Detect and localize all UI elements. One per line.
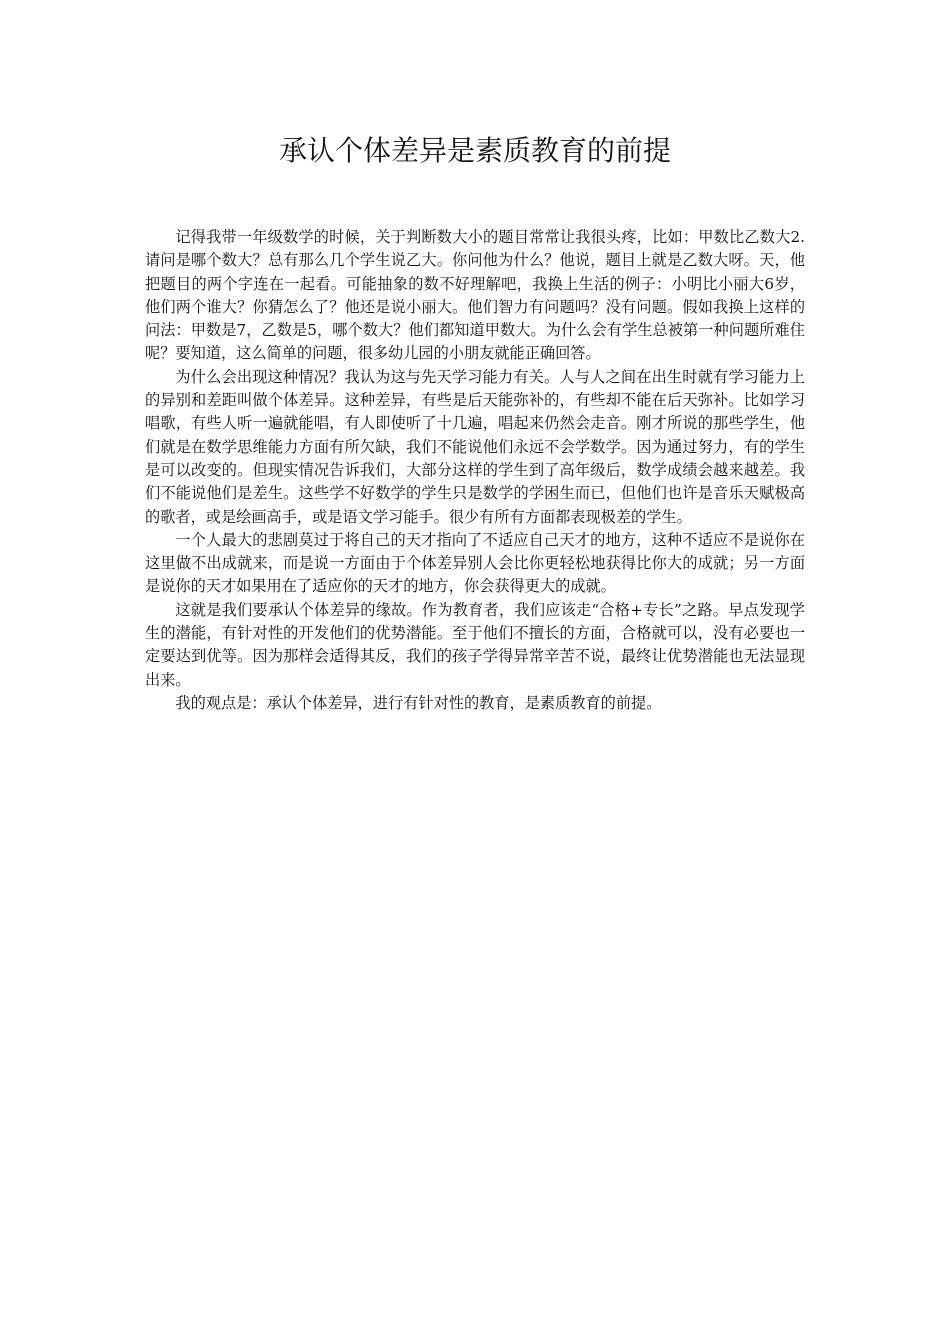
document-title: 承认个体差异是素质教育的前提 — [278, 134, 671, 167]
paragraph: 记得我带一年级数学的时候，关于判断数大小的题目常常让我很头疼，比如：甲数比乙数大2.请问是哪个数大？总有那么几个学生说乙大。你问他为什么？他说，题目上就是乙数大呀。天，他把题目的两个字连在一起看。可能抽象的数不好理解吧，我换上生活的例子：小明比小丽大6岁，他们两个谁大？你猜怎么了？他还是说小丽大。他们智力有问题吗？没有问题。假如我换上这样的问法：甲数是7，乙数是5，哪个数大？他们都知道甲数大。为什么会有学生总被第一种问题所难住呢？要知道，这么简单的问题，很多幼儿园的小朋友就能正确回答。 — [145, 228, 805, 363]
paragraph: 为什么会出现这种情况？我认为这与先天学习能力有关。人与人之间在出生时就有学习能力上的异别和差距叫做个体差异。这种差异，有些是后天能弥补的，有些却不能在后天弥补。比如学习唱歌，有些人听一遍就能唱，有人即使听了十几遍，唱起来仍然会走音。刚才所说的那些学生，他们就是在数学思维能力方面有所欠缺，我们不能说他们永远不会学数学。因为通过努力，有的学生是可以改变的。但现实情况告诉我们，大部分这样的学生到了高年级后，数学成绩会越来越差。我们不能说他们是差生。这些学不好数学的学生只是数学的学困生而已，但他们也许是音乐天赋极高的歌者，或是绘画高手，或是语文学习能手。很少有所有方面都表现极差的学生。 — [145, 367, 805, 526]
paragraph: 我的观点是：承认个体差异，进行有针对性的教育，是素质教育的前提。 — [175, 693, 662, 712]
paragraph: 一个人最大的悲剧莫过于将自己的天才指向了不适应自己天才的地方，这种不适应不是说你在这里做不出成就来，而是说一方面由于个体差异别人会比你更轻松地获得比你大的成就；另一方面是说你的天才如果用在了适应你的天才的地方，你会获得更大的成就。 — [145, 530, 805, 596]
paragraph: 这就是我们要承认个体差异的缘故。作为教育者，我们应该走“合格+专长”之路。早点发现学生的潜能，有针对性的开发他们的优势潜能。至于他们不擅长的方面，合格就可以，没有必要也一定要达到优等。因为那样会适得其反，我们的孩子学得异常辛苦不说，最终让优势潜能也无法显现出来。 — [145, 600, 805, 689]
document-body — [145, 226, 805, 715]
